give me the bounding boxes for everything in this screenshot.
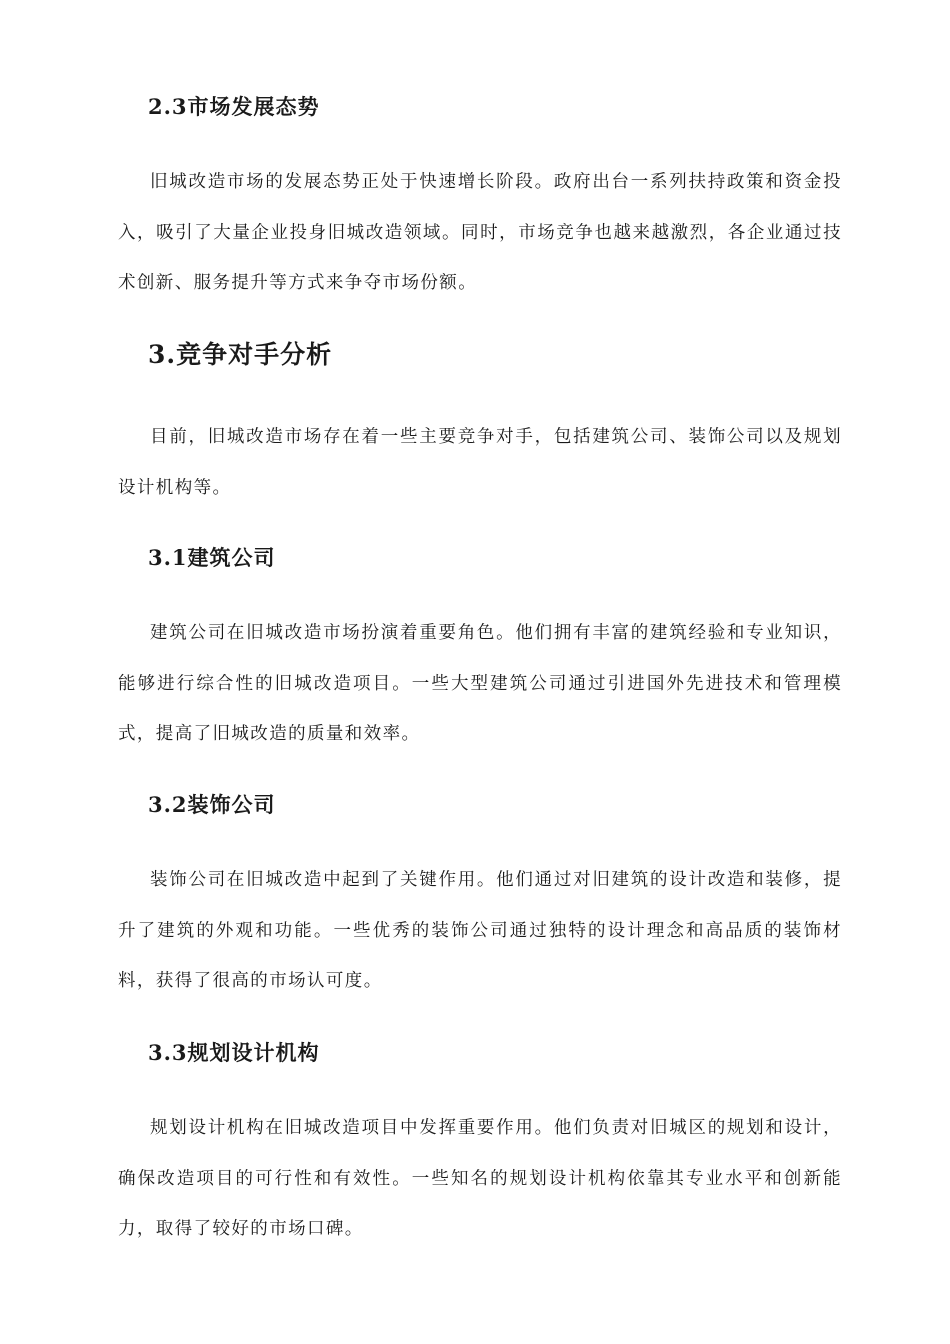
section-paragraph-3: 目前，旧城改造市场存在着一些主要竞争对手，包括建筑公司、装饰公司以及规划设计机构等。 [118,427,842,498]
section-paragraph-2-3: 旧城改造市场的发展态势正处于快速增长阶段。政府出台一系列扶持政策和资金投入，吸引了大量企业投身旧城改造领域。同时，市场竞争也越来越激烈，各企业通过技术创新、服务提升等方式来争夺市场份额。 [118,172,842,293]
section-heading-3-2: 3.2装饰公司 [148,792,276,817]
section-heading-3: 3.竞争对手分析 [148,340,333,369]
section-heading-2-3: 2.3市场发展态势 [148,94,320,119]
section-paragraph-3-3: 规划设计机构在旧城改造项目中发挥重要作用。他们负责对旧城区的规划和设计，确保改造项目的可行性和有效性。一些知名的规划设计机构依靠其专业水平和创新能力，取得了较好的市场口碑。 [118,1118,842,1239]
section-heading-3-1: 3.1建筑公司 [148,545,276,570]
section-paragraph-3-1: 建筑公司在旧城改造市场扮演着重要角色。他们拥有丰富的建筑经验和专业知识，能够进行综合性的旧城改造项目。一些大型建筑公司通过引进国外先进技术和管理模式，提高了旧城改造的质量和效率。 [118,623,842,744]
section-paragraph-3-2: 装饰公司在旧城改造中起到了关键作用。他们通过对旧建筑的设计改造和装修，提升了建筑的外观和功能。一些优秀的装饰公司通过独特的设计理念和高品质的装饰材料，获得了很高的市场认可度。 [118,870,842,991]
section-heading-3-3: 3.3规划设计机构 [148,1040,320,1065]
